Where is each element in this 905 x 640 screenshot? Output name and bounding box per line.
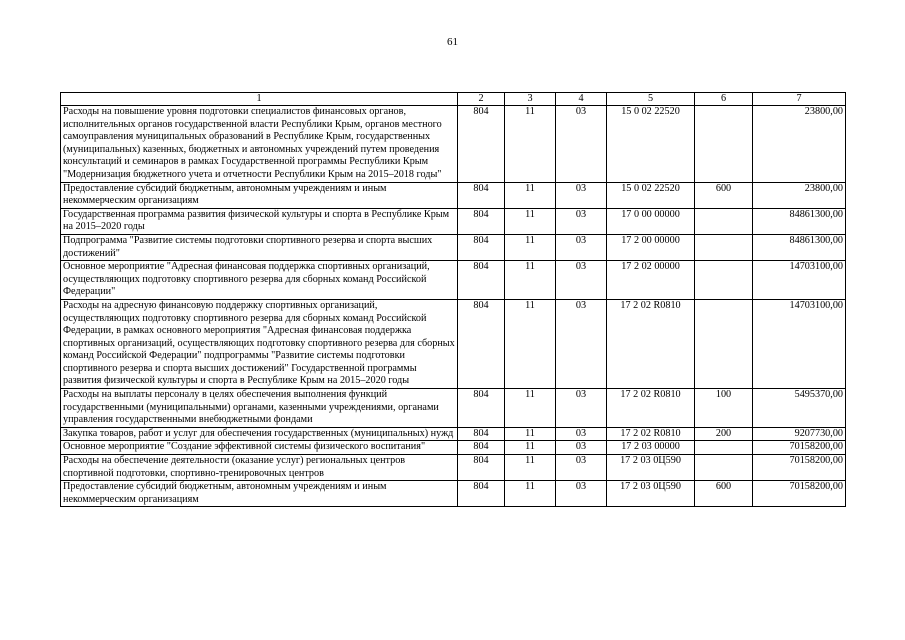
- row-ministry-code: 804: [458, 299, 505, 388]
- row-section-code: 11: [505, 299, 556, 388]
- row-subsection-code: 03: [556, 441, 607, 455]
- page-number: 61: [447, 36, 458, 48]
- row-target-code: 17 2 02 R0810: [607, 389, 695, 428]
- row-name: Расходы на выплаты персоналу в целях обеспечения выполнения функций государственными (муниципальными) органами, казенными учреждениями, органами управления государственными внебюджетными фондами: [61, 389, 458, 428]
- table-row: [61, 299, 846, 388]
- table-row: [61, 182, 846, 208]
- row-ministry-code: 804: [458, 389, 505, 428]
- row-amount: 70158200,00: [753, 481, 846, 507]
- table-row: [61, 106, 846, 183]
- row-target-code: 17 2 02 R0810: [607, 427, 695, 441]
- row-expense-type: [695, 261, 753, 300]
- row-subsection-code: 03: [556, 481, 607, 507]
- row-expense-type: [695, 234, 753, 260]
- row-name: Предоставление субсидий бюджетным, автономным учреждениям и иным некоммерческим организациям: [61, 182, 458, 208]
- row-name: Подпрограмма "Развитие системы подготовки спортивного резерва и спорта высших достижений": [61, 234, 458, 260]
- row-amount: 84861300,00: [753, 234, 846, 260]
- row-expense-type: [695, 208, 753, 234]
- row-subsection-code: 03: [556, 106, 607, 183]
- table-row: [61, 455, 846, 481]
- row-expense-type: [695, 441, 753, 455]
- row-target-code: 17 2 02 R0810: [607, 299, 695, 388]
- row-subsection-code: 03: [556, 455, 607, 481]
- table-row: [61, 234, 846, 260]
- row-target-code: 15 0 02 22520: [607, 182, 695, 208]
- row-target-code: 17 2 00 00000: [607, 234, 695, 260]
- column-header: 3: [505, 93, 556, 106]
- table-row: [61, 389, 846, 428]
- row-name: Предоставление субсидий бюджетным, автономным учреждениям и иным некоммерческим организациям: [61, 481, 458, 507]
- row-amount: 23800,00: [753, 182, 846, 208]
- column-header: 6: [695, 93, 753, 106]
- row-expense-type: [695, 106, 753, 183]
- column-header: 7: [753, 93, 846, 106]
- row-amount: 23800,00: [753, 106, 846, 183]
- row-ministry-code: 804: [458, 427, 505, 441]
- row-section-code: 11: [505, 389, 556, 428]
- row-section-code: 11: [505, 208, 556, 234]
- row-amount: 70158200,00: [753, 441, 846, 455]
- row-section-code: 11: [505, 481, 556, 507]
- row-target-code: 15 0 02 22520: [607, 106, 695, 183]
- row-expense-type: 200: [695, 427, 753, 441]
- row-ministry-code: 804: [458, 106, 505, 183]
- row-amount: 14703100,00: [753, 261, 846, 300]
- row-target-code: 17 2 03 00000: [607, 441, 695, 455]
- table-row: [61, 427, 846, 441]
- column-header: 1: [61, 93, 458, 106]
- row-amount: 14703100,00: [753, 299, 846, 388]
- row-subsection-code: 03: [556, 261, 607, 300]
- row-target-code: 17 2 02 00000: [607, 261, 695, 300]
- row-target-code: 17 2 03 0Ц590: [607, 455, 695, 481]
- row-ministry-code: 804: [458, 234, 505, 260]
- row-name: Основное мероприятие "Создание эффективной системы физического воспитания": [61, 441, 458, 455]
- row-name: Закупка товаров, работ и услуг для обеспечения государственных (муниципальных) нужд: [61, 427, 458, 441]
- row-subsection-code: 03: [556, 389, 607, 428]
- row-section-code: 11: [505, 182, 556, 208]
- row-expense-type: 600: [695, 481, 753, 507]
- table-row: [61, 261, 846, 300]
- budget-table: [60, 92, 846, 507]
- row-section-code: 11: [505, 455, 556, 481]
- row-amount: 70158200,00: [753, 455, 846, 481]
- row-ministry-code: 804: [458, 481, 505, 507]
- row-name: Расходы на повышение уровня подготовки специалистов финансовых органов, исполнительных органов государственной власти Республики Крым, органов местного самоуправления муниципальных образований в Республике Крым, государственных (муниципальных) казенных, бюджетных и автономных учреждений путем проведения консультаций и семинаров в рамках Государственной программы Республики Крым "Модернизация бюджетного учета и отчетности Республики Крым на 2015–2018 годы": [61, 106, 458, 183]
- row-section-code: 11: [505, 427, 556, 441]
- row-expense-type: [695, 455, 753, 481]
- row-name: Основное мероприятие "Адресная финансовая поддержка спортивных организаций, осуществляющих подготовку спортивного резерва для сборных команд Российской Федерации": [61, 261, 458, 300]
- table-row: [61, 441, 846, 455]
- row-name: Государственная программа развития физической культуры и спорта в Республике Крым на 2015–2020 годы: [61, 208, 458, 234]
- row-ministry-code: 804: [458, 441, 505, 455]
- row-target-code: 17 2 03 0Ц590: [607, 481, 695, 507]
- row-name: Расходы на обеспечение деятельности (оказание услуг) региональных центров спортивной подготовки, спортивно-тренировочных центров: [61, 455, 458, 481]
- row-ministry-code: 804: [458, 182, 505, 208]
- row-expense-type: 100: [695, 389, 753, 428]
- row-section-code: 11: [505, 106, 556, 183]
- row-expense-type: 600: [695, 182, 753, 208]
- row-subsection-code: 03: [556, 427, 607, 441]
- row-expense-type: [695, 299, 753, 388]
- row-section-code: 11: [505, 441, 556, 455]
- row-section-code: 11: [505, 234, 556, 260]
- row-subsection-code: 03: [556, 208, 607, 234]
- row-subsection-code: 03: [556, 182, 607, 208]
- column-header: 5: [607, 93, 695, 106]
- row-ministry-code: 804: [458, 455, 505, 481]
- header-row: [61, 93, 846, 106]
- row-target-code: 17 0 00 00000: [607, 208, 695, 234]
- row-amount: 84861300,00: [753, 208, 846, 234]
- row-amount: 5495370,00: [753, 389, 846, 428]
- column-header: 4: [556, 93, 607, 106]
- row-ministry-code: 804: [458, 261, 505, 300]
- row-section-code: 11: [505, 261, 556, 300]
- row-subsection-code: 03: [556, 299, 607, 388]
- column-header: 2: [458, 93, 505, 106]
- row-ministry-code: 804: [458, 208, 505, 234]
- row-name: Расходы на адресную финансовую поддержку спортивных организаций, осуществляющих подготовку спортивного резерва для сборных команд Российской Федерации, в рамках основного мероприятия "Адресная финансовая поддержка спортивных организаций, осуществляющих подготовку спортивного резерва для сборных команд Российской Федерации" подпрограммы "Развитие системы подготовки спортивного резерва и спорта высших достижений" Государственной программы развития физической культуры и спорта в Республике Крым на 2015–2020 годы: [61, 299, 458, 388]
- table-row: [61, 208, 846, 234]
- table-row: [61, 481, 846, 507]
- row-amount: 9207730,00: [753, 427, 846, 441]
- row-subsection-code: 03: [556, 234, 607, 260]
